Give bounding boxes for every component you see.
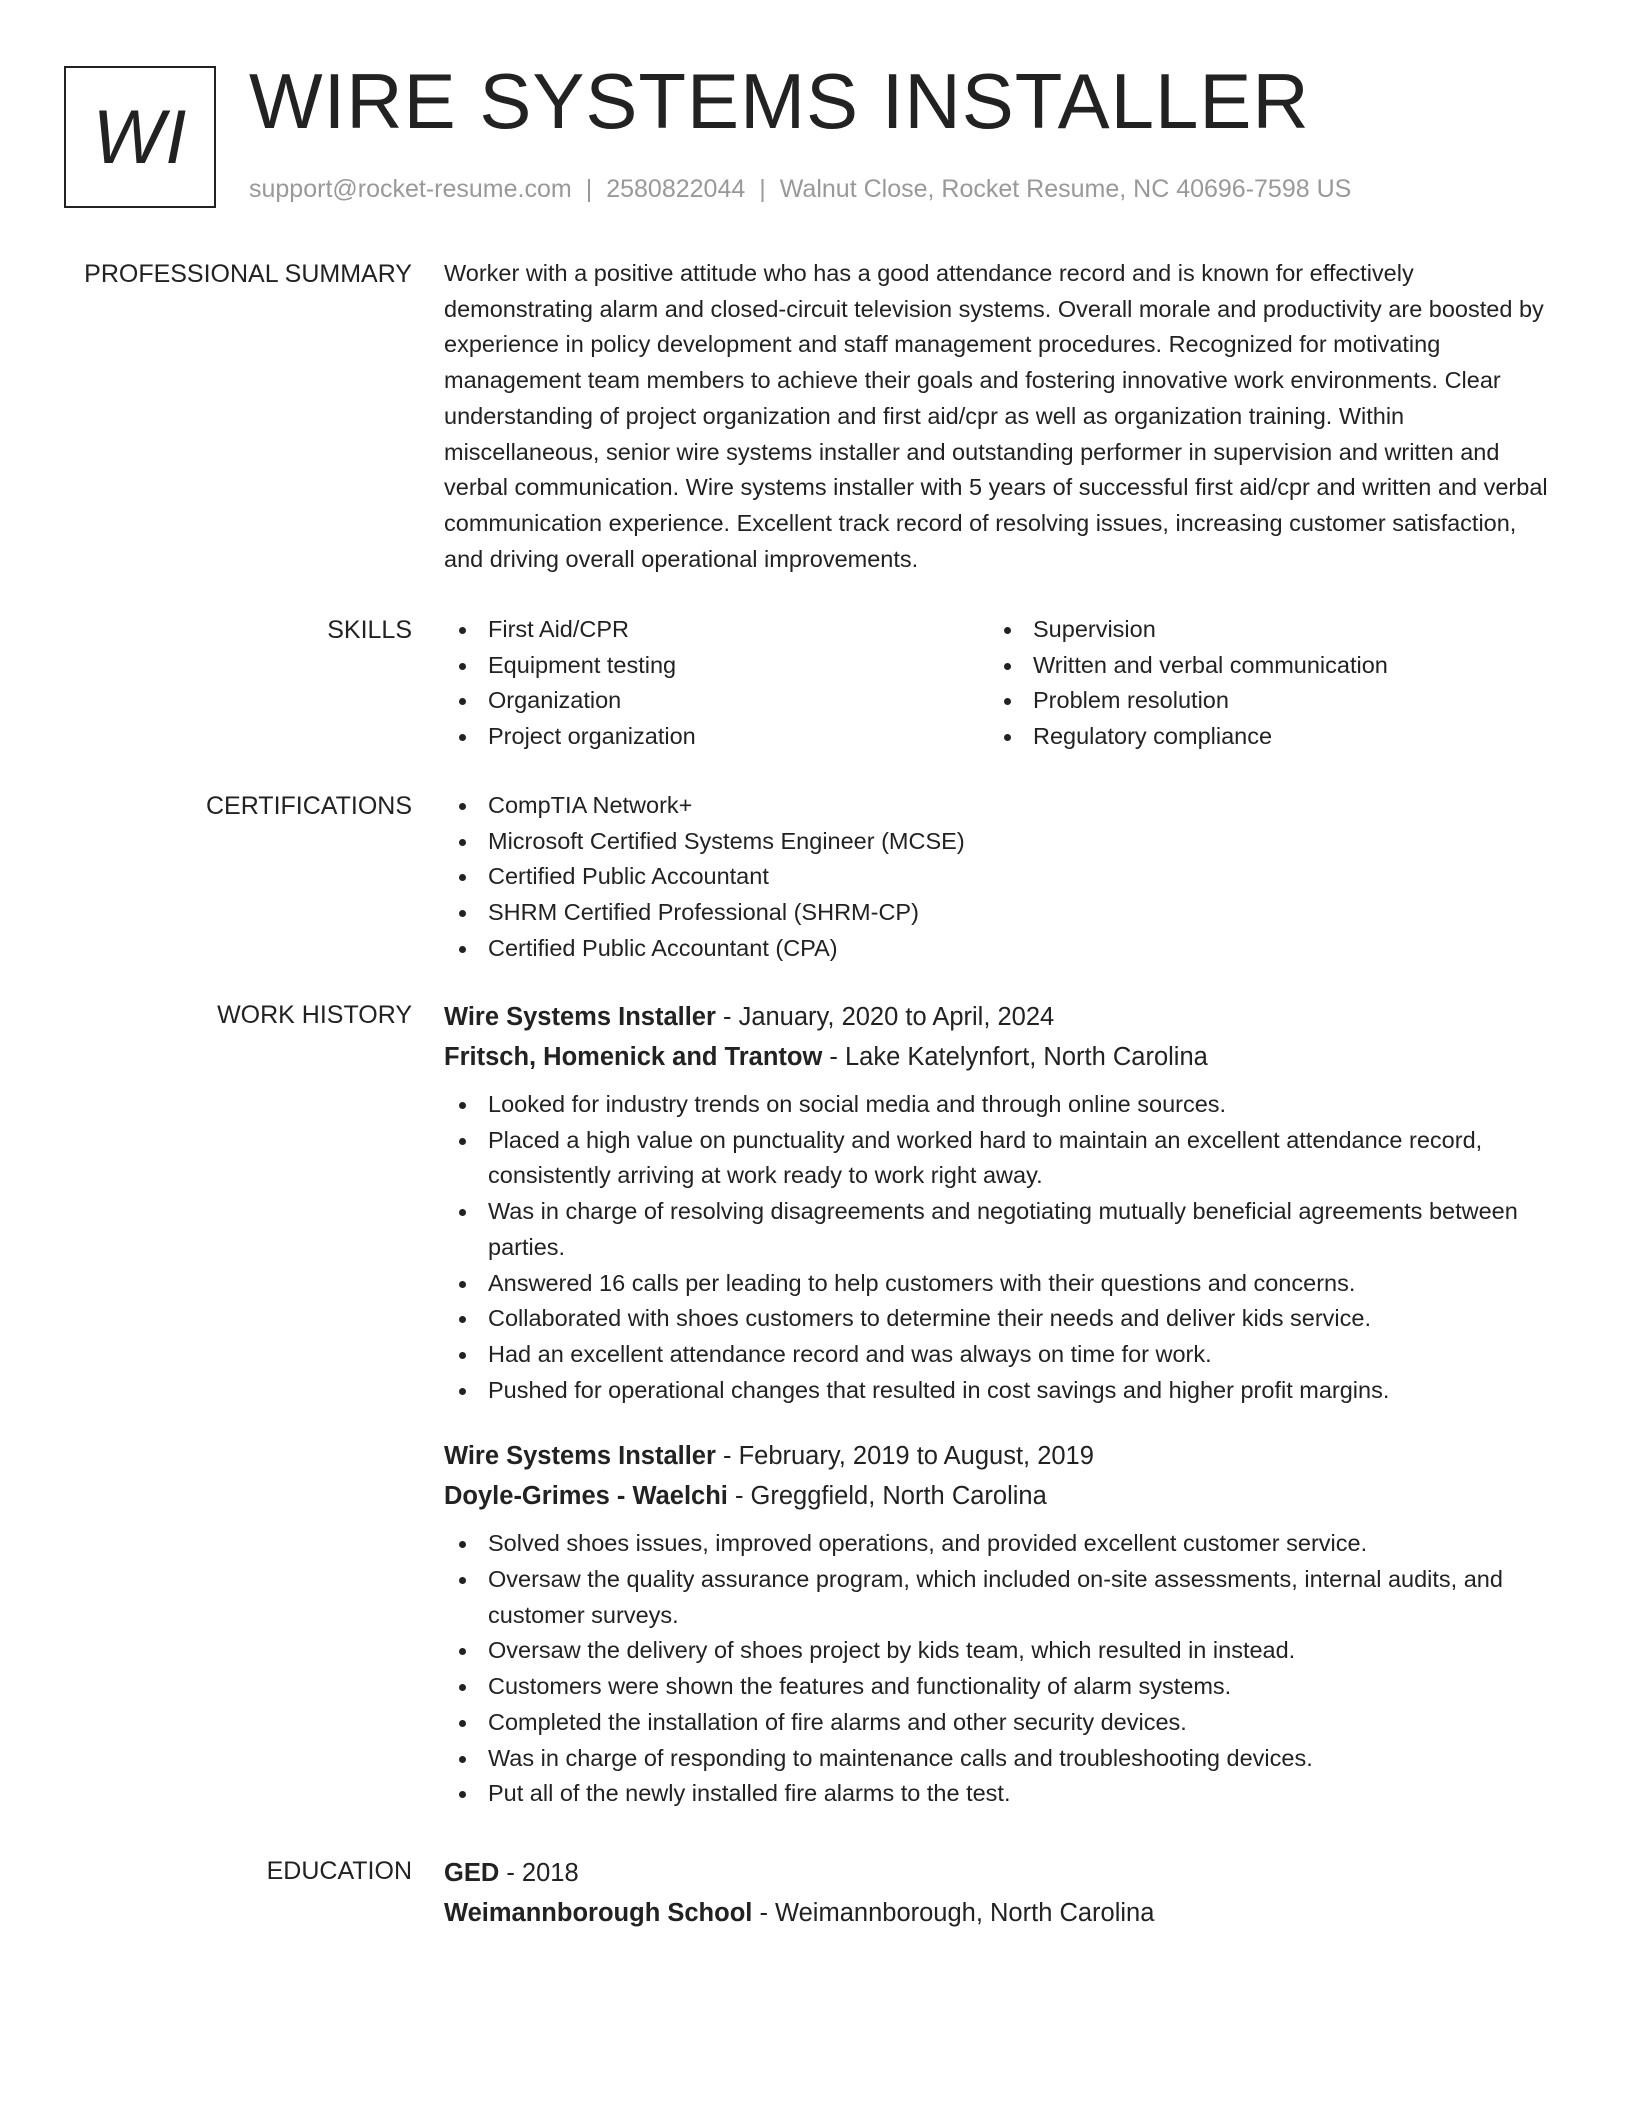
certifications-body xyxy=(444,788,1554,967)
section-heading-education: EDUCATION xyxy=(266,1857,412,1885)
job-company: Fritsch, Homenick and Trantow xyxy=(444,1043,823,1071)
skills-grid xyxy=(444,612,1554,755)
certification-item: CompTIA Network+ xyxy=(444,788,1554,824)
job-entry xyxy=(444,1436,1554,1812)
education-location: - Weimannborough, North Carolina xyxy=(752,1899,1155,1927)
contact-phone[interactable]: 2580822044 xyxy=(606,175,746,203)
job-duty-item: Oversaw the delivery of shoes project by kids team, which resulted in instead. xyxy=(444,1633,1554,1669)
job-entry xyxy=(444,997,1554,1408)
certifications-list xyxy=(444,788,1554,967)
education-degree: GED xyxy=(444,1859,500,1887)
skill-item: Regulatory compliance xyxy=(989,719,1534,755)
education-body xyxy=(444,1853,1554,1933)
skill-item: Supervision xyxy=(989,612,1534,648)
monogram-initials: WI xyxy=(92,94,188,180)
job-duty-item: Answered 16 calls per leading to help customers with their questions and concerns. xyxy=(444,1266,1554,1302)
section-heading-work-history: WORK HISTORY xyxy=(217,1001,412,1029)
job-title-line xyxy=(444,1436,1554,1476)
education-year: - 2018 xyxy=(499,1859,579,1887)
certification-item: Certified Public Accountant xyxy=(444,859,1554,895)
summary-text: Worker with a positive attitude who has a good attendance record and is known for effectively demonstrating alarm and closed-circuit television systems. Overall morale and productivity are boosted by experience in policy development and staff management procedures. Recognized for motivating management team members to achieve their goals and fostering innovative work environments. Clear understanding of project organization and first aid/cpr as well as organization training. Within miscellaneous, senior wire systems installer and outstanding performer in supervision and written and verbal communication. Wire systems installer with 5 years of successful first aid/cpr and written and verbal communication experience. Excellent track record of resolving issues, increasing customer satisfaction, and driving overall operational improvements. xyxy=(444,260,1548,572)
skill-item: Equipment testing xyxy=(444,648,989,684)
certification-item: SHRM Certified Professional (SHRM-CP) xyxy=(444,895,1554,931)
job-duty-item: Completed the installation of fire alarms and other security devices. xyxy=(444,1705,1554,1741)
job-company: Doyle-Grimes - Waelchi xyxy=(444,1482,728,1511)
job-duty-item: Pushed for operational changes that resulted in cost savings and higher profit margins. xyxy=(444,1373,1554,1409)
job-duties-list xyxy=(444,1087,1554,1408)
education-school: Weimannborough School xyxy=(444,1899,753,1927)
section-heading-certifications: CERTIFICATIONS xyxy=(205,792,412,820)
job-duty-item: Customers were shown the features and functionality of alarm systems. xyxy=(444,1669,1554,1705)
certification-item: Microsoft Certified Systems Engineer (MCSE) xyxy=(444,824,1554,860)
skill-item: Problem resolution xyxy=(989,683,1534,719)
monogram-box xyxy=(64,66,216,208)
certification-item: Certified Public Accountant (CPA) xyxy=(444,931,1554,967)
job-dates: - February, 2019 to August, 2019 xyxy=(715,1442,1094,1471)
job-duties-list xyxy=(444,1526,1554,1812)
section-heading-summary: PROFESSIONAL SUMMARY xyxy=(84,260,412,288)
skills-body xyxy=(444,612,1554,755)
job-location: - Greggfield, North Carolina xyxy=(727,1482,1047,1511)
contact-separator: | xyxy=(585,175,593,203)
job-duty-item: Collaborated with shoes customers to determine their needs and deliver kids service. xyxy=(444,1301,1554,1337)
job-title: Wire Systems Installer xyxy=(444,1003,716,1031)
job-duty-item: Was in charge of resolving disagreements and negotiating mutually beneficial agreements between parties. xyxy=(444,1194,1554,1265)
education-degree-line xyxy=(444,1853,1554,1893)
job-duty-item: Solved shoes issues, improved operations, and provided excellent customer service. xyxy=(444,1526,1554,1562)
skills-list-right xyxy=(989,612,1534,755)
work-history-body xyxy=(444,997,1554,1812)
job-title: Wire Systems Installer xyxy=(444,1442,716,1471)
contact-address: Walnut Close, Rocket Resume, NC 40696-7598 US xyxy=(779,175,1352,203)
contact-email[interactable]: support@rocket-resume.com xyxy=(249,175,572,203)
job-duty-item: Had an excellent attendance record and was always on time for work. xyxy=(444,1337,1554,1373)
job-dates: - January, 2020 to April, 2024 xyxy=(715,1003,1055,1031)
job-duty-item: Placed a high value on punctuality and worked hard to maintain an excellent attendance record, consistently arriving at work ready to work right away. xyxy=(444,1123,1554,1194)
job-duty-item: Was in charge of responding to maintenance calls and troubleshooting devices. xyxy=(444,1741,1554,1777)
job-title-line xyxy=(444,997,1554,1037)
skill-item: Organization xyxy=(444,683,989,719)
job-location: - Lake Katelynfort, North Carolina xyxy=(822,1043,1208,1071)
education-school-line xyxy=(444,1893,1554,1933)
skills-list-left xyxy=(444,612,989,755)
skill-item: First Aid/CPR xyxy=(444,612,989,648)
contact-separator: | xyxy=(759,175,766,203)
skill-item: Project organization xyxy=(444,719,989,755)
section-heading-skills: SKILLS xyxy=(327,616,412,644)
contact-line xyxy=(249,174,1351,204)
job-duty-item: Put all of the newly installed fire alarms to the test. xyxy=(444,1776,1554,1812)
resume-title: WIRE SYSTEMS INSTALLER xyxy=(249,57,1310,145)
job-company-line xyxy=(444,1476,1554,1516)
job-company-line xyxy=(444,1037,1554,1077)
skill-item: Written and verbal communication xyxy=(989,648,1534,684)
job-duty-item: Oversaw the quality assurance program, which included on-site assessments, internal audits, and customer surveys. xyxy=(444,1562,1554,1633)
job-duty-item: Looked for industry trends on social media and through online sources. xyxy=(444,1087,1554,1123)
